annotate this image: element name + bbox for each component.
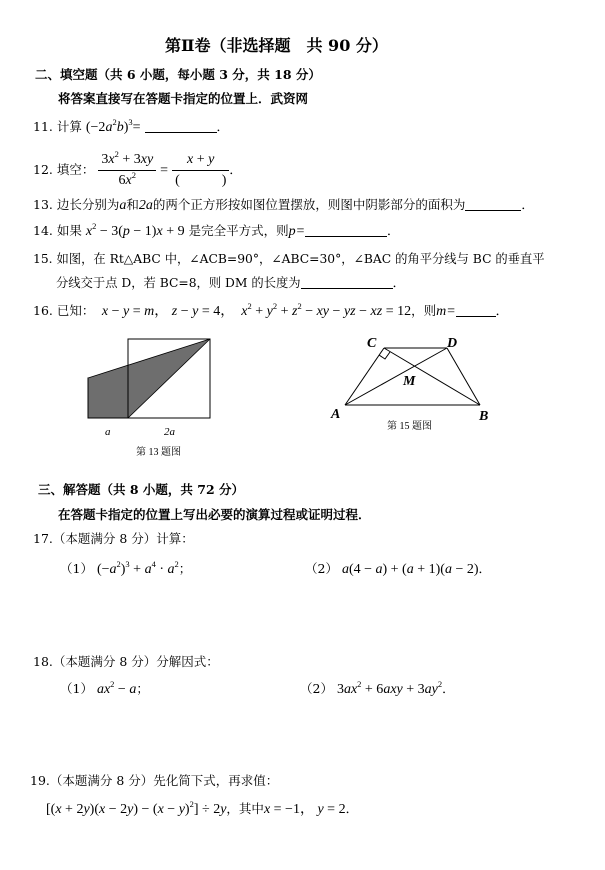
fig15-label-c: C xyxy=(367,336,377,351)
q17-part2: （2） a(4 − a) + (a + 1)(a − 2)． xyxy=(305,561,492,577)
question-19: 19.（本题满分 8 分）先化简下式，再求值： xyxy=(30,773,279,788)
section2-heading: 二、填空题（共 6 小题，每小题 3 分，共 18 分） xyxy=(35,67,321,82)
fig13-label-2a: 2a xyxy=(164,426,175,438)
fig13-label-a: a xyxy=(105,426,111,438)
fig13-caption: 第 13 题图 xyxy=(136,447,181,458)
q12-right-fraction: $\frac{x + y}{( )}$ xyxy=(172,150,229,191)
q13-answer-blank[interactable] xyxy=(465,198,521,211)
section2-instruction: 将答案直接写在答题卡指定的位置上．武资网 xyxy=(58,91,309,106)
figure-13 xyxy=(80,333,220,463)
q12-answer-blank[interactable]: ( ) xyxy=(175,173,227,188)
page-title: 第Ⅱ卷（非选择题 共 90 分） xyxy=(165,36,388,55)
question-13: 13. 边长分别为a和2a的两个正方形按如图位置摆放，则图中阴影部分的面积为 ． xyxy=(33,197,534,213)
fig15-label-b: B xyxy=(479,409,489,424)
q17-part1: （1） $(-a^2)^3 + a^4 \cdot a^2$； xyxy=(60,559,192,577)
question-14: 14. 如果 $x^2 - 3(p - 1)x + 9$ 是完全平方式，则p= ． xyxy=(33,221,400,239)
fig15-label-m: M xyxy=(403,374,416,389)
q14-expression: $x^2 - 3(p - 1)x + 9$ xyxy=(85,221,185,239)
question-15: 15. 如图，在 Rt△ABC 中，∠ACB=90°，∠ABC=30°，∠BAC 的角平分线与 BC 的垂直平 xyxy=(33,252,545,266)
q18-part2: （2） $3ax^2 + 6axy + 3ay^2$． xyxy=(300,679,455,697)
q11-expression: $(-2a^2b)^3=$ xyxy=(85,117,141,135)
q12-number: 12. xyxy=(33,162,53,177)
figure-15 xyxy=(325,332,500,437)
section3-instruction: 在答题卡指定的位置上写出必要的演算过程或证明过程． xyxy=(58,507,371,522)
q16-answer-blank[interactable] xyxy=(456,304,496,317)
q12-left-fraction: $\frac{3x^2 + 3xy}{6x^2}$ xyxy=(98,150,156,191)
section3-heading: 三、解答题（共 8 小题，共 72 分） xyxy=(38,482,245,497)
question-17: 17.（本题满分 8 分）计算： xyxy=(33,531,194,546)
q15-answer-blank[interactable] xyxy=(301,276,393,289)
q16-expression: x − y = m， z − y = 4， $x^2 + y^2 + z^2$ − xy − yz − xz = 12 xyxy=(101,301,412,319)
question-16: 16. 已知： x − y = m， z − y = 4， $x^2 + y^2 + z^2$ − xy − yz − xz = 12，则m= ． xyxy=(33,301,509,319)
q11-number: 11. xyxy=(33,119,53,134)
question-15-line2: 分线交于点 D，若 BC=8，则 DM 的长度为 ． xyxy=(56,276,405,290)
question-18: 18.（本题满分 8 分）分解因式： xyxy=(33,654,219,669)
fig15-caption: 第 15 题图 xyxy=(387,421,432,432)
question-11: 11. 计算 $(-2a^2b)^3=$ ． xyxy=(33,117,230,135)
q11-text: 计算 xyxy=(56,119,82,134)
q18-part1: （1） $ax^2 - a$； xyxy=(60,679,149,697)
q19-expression: $[(x + 2y)(x - 2y) - (x - y)^2] \div 2y$，其中x = −1， y = 2． xyxy=(46,799,359,817)
q14-answer-blank[interactable] xyxy=(305,224,387,237)
q11-answer-blank[interactable] xyxy=(145,120,217,133)
fig15-label-a: A xyxy=(331,407,341,422)
fig15-label-d: D xyxy=(447,336,458,351)
q12-text: 填空： xyxy=(56,162,95,177)
question-12: 12. 填空： $\frac{3x^2 + 3xy}{6x^2}$ = $\frac{x + y}{( )}$ ． xyxy=(33,150,242,191)
